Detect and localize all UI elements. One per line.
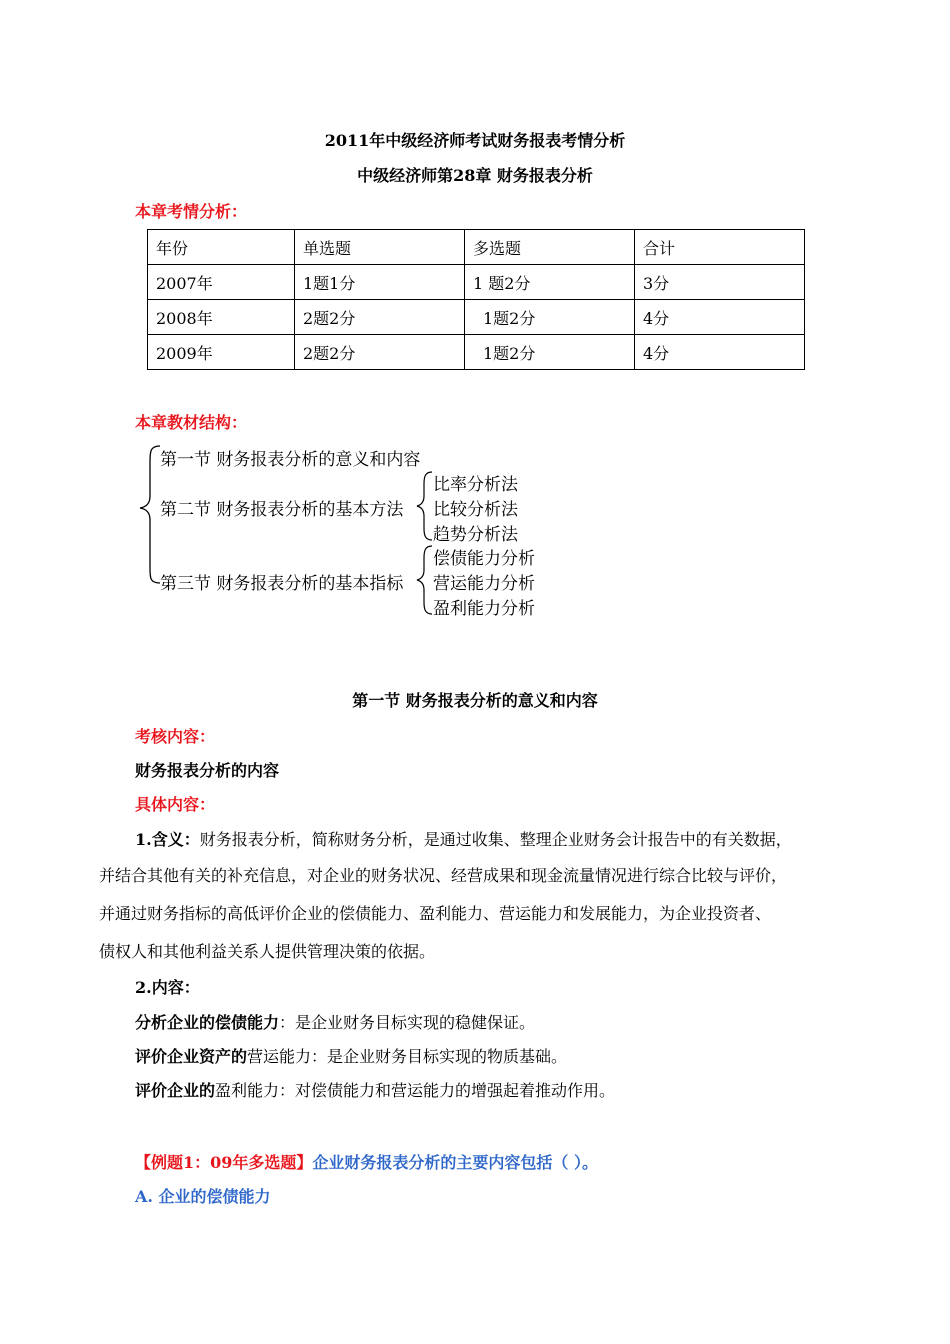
content-item-1 (135, 1010, 535, 1033)
content-item-1-bold: 分析企业的偿债能力 (135, 1013, 280, 1032)
document-subtitle: 中级经济师第28章 财务报表分析 (357, 166, 593, 185)
p1-label: 1.含义： (135, 830, 200, 849)
table-cell: 3分 (635, 265, 805, 300)
sec3-brace (417, 546, 432, 614)
paragraph-1-line-4: 债权人和其他利益关系人提供管理决策的依据。 (99, 942, 436, 961)
content-item-1-text: ：是企业财务目标实现的稳健保证。 (279, 1013, 536, 1032)
paragraph-1-line-3: 并通过财务指标的高低评价企业的偿债能力、盈利能力、营运能力和发展能力，为企业投资者、 (99, 904, 772, 923)
table-header-cell: 单选题 (295, 230, 465, 265)
sec2-brace (417, 472, 432, 540)
analysis-heading: 本章考情分析： (135, 202, 248, 221)
exam-topic: 财务报表分析的内容 (135, 761, 280, 780)
detail-heading: 具体内容： (135, 795, 216, 814)
tree-sec2-item: 趋势分析法 (433, 525, 518, 545)
table-cell: 1题1分 (295, 265, 465, 300)
table-cell: 1题2分 (465, 335, 635, 370)
table-cell: 2007年 (148, 265, 295, 300)
table-cell: 2009年 (148, 335, 295, 370)
example-label: 【例题1：09年多选题】 (135, 1153, 313, 1172)
tree-sec3-item: 偿债能力分析 (433, 549, 535, 569)
p2-label: 2.内容： (135, 978, 200, 997)
tree-section-3: 第三节 财务报表分析的基本指标 (160, 574, 404, 594)
option-a: A. 企业的偿债能力 (135, 1187, 271, 1206)
p1-text: 财务报表分析，简称财务分析，是通过收集、整理企业财务会计报告中的有关数据， (199, 830, 792, 849)
paragraph-1-line-2: 并结合其他有关的补充信息，对企业的财务状况、经营成果和现金流量情况进行综合比较与评价， (99, 866, 788, 885)
main-brace (140, 446, 160, 583)
table-cell: 2008年 (148, 300, 295, 335)
paragraph-1-line-1 (135, 827, 792, 850)
table-cell: 2题2分 (295, 300, 465, 335)
tree-section-2: 第二节 财务报表分析的基本方法 (160, 500, 404, 520)
example-question (135, 1150, 598, 1173)
exam-heading: 考核内容： (135, 727, 216, 746)
content-item-2 (135, 1044, 567, 1067)
tree-section-1: 第一节 财务报表分析的意义和内容 (160, 450, 421, 470)
document-title: 2011年中级经济师考试财务报表考情分析 (324, 131, 626, 150)
table-cell: 4分 (635, 300, 805, 335)
table-cell: 1题2分 (465, 300, 635, 335)
table-cell: 1 题2分 (465, 265, 635, 300)
content-item-3 (135, 1078, 615, 1101)
table-cell: 2题2分 (295, 335, 465, 370)
content-item-3-text: 盈利能力：对偿债能力和营运能力的增强起着推动作用。 (215, 1081, 616, 1100)
structure-heading: 本章教材结构： (135, 413, 248, 432)
table-cell: 4分 (635, 335, 805, 370)
example-text: 企业财务报表分析的主要内容包括（ ）。 (312, 1153, 598, 1172)
tree-sec3-item: 盈利能力分析 (433, 599, 535, 619)
section-title: 第一节 财务报表分析的意义和内容 (352, 691, 598, 710)
table-header-cell: 年份 (148, 230, 295, 265)
content-item-2-text: 营运能力：是企业财务目标实现的物质基础。 (247, 1047, 568, 1066)
content-item-3-bold: 评价企业的 (135, 1081, 216, 1100)
tree-sec3-item: 营运能力分析 (433, 574, 535, 594)
table-header-cell: 合计 (635, 230, 805, 265)
tree-sec2-item: 比率分析法 (433, 475, 518, 495)
table-header-cell: 多选题 (465, 230, 635, 265)
tree-sec2-item: 比较分析法 (433, 500, 518, 520)
content-item-2-bold: 评价企业资产的 (135, 1047, 248, 1066)
